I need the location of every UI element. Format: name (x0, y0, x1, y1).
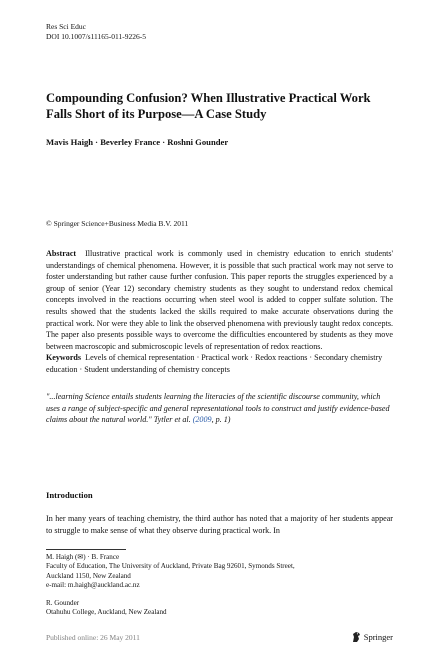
journal-header (46, 22, 146, 42)
section-heading-introduction: Introduction (46, 490, 93, 500)
author-list: Mavis Haigh · Beverley France · Roshni Gounder (46, 137, 229, 147)
abstract-label: Abstract (46, 249, 77, 258)
paper-title: Compounding Confusion? When Illustrative Practical Work Falls Short of its Purpose—A Case Study (46, 91, 371, 121)
keywords (46, 352, 393, 375)
affil-authors: M. Haigh (✉) · B. France (46, 553, 120, 561)
introduction-text: In her many years of teaching chemistry, the third author has noted that a majority of her students appear to struggle to make sense of what they observe during practical work. In (46, 514, 393, 535)
affil-email[interactable]: e-mail: m.haigh@auckland.ac.nz (46, 581, 140, 590)
affil-address-1: Faculty of Education, The University of Auckland, Private Bag 92601, Symonds Street, (46, 562, 295, 571)
publisher-name: Springer (363, 632, 393, 642)
quote-cite-rest: , p. 1) (211, 415, 231, 425)
publisher-logo (351, 631, 393, 643)
springer-horse-icon (351, 631, 362, 643)
published-date: Published online: 26 May 2011 (46, 633, 140, 642)
quote-text: "...learning Science entails students learning the literacies of the scientific discourse community, which uses a range of subject-specific and general representational tools to construct and justify evidence-based claims about the natural world." Tytler et al. (46, 392, 390, 425)
affiliation-block-2 (46, 599, 393, 618)
copyright-notice: © Springer Science+Business Media B.V. 2011 (46, 219, 189, 228)
epigraph-quote (46, 391, 393, 426)
keywords-text: Levels of chemical representation · Practical work · Redox reactions · Secondary chemistry education · Student understanding of chemistry concepts (46, 353, 383, 374)
abstract (46, 248, 393, 352)
affil2-address: Otahuhu College, Auckland, New Zealand (46, 608, 167, 617)
affil2-author: R. Gounder (46, 599, 80, 607)
footnote-divider (46, 549, 126, 550)
doi: DOI 10.1007/s11165-011-9226-5 (46, 32, 146, 41)
keywords-label: Keywords (46, 353, 82, 362)
affiliation-block-1 (46, 553, 393, 591)
affil-address-2: Auckland 1150, New Zealand (46, 571, 131, 580)
journal-name: Res Sci Educ (46, 22, 86, 31)
citation-link[interactable]: (2009 (192, 415, 212, 425)
abstract-text: Illustrative practical work is commonly used in chemistry education to enrich students' understandings of chemical phenomena. However, it is possible that such practical work may not serve to foster understanding but rather cause further confusion. This paper reports the struggles experienced by a group of senior (Year 12) secondary chemistry students as they sought to understand redox chemical concepts involved in the reactions occurring when steel wool is added to copper sulfate solution. The results showed that the students lacked the skills required to make accurate observations during the practical work. Nor were they able to link the observed phenomena with previously taught redox concepts. The paper also presents possible ways to overcome the difficulties encountered by students as they move between macroscopic and submicroscopic levels of representation of redox reactions. (46, 249, 393, 351)
